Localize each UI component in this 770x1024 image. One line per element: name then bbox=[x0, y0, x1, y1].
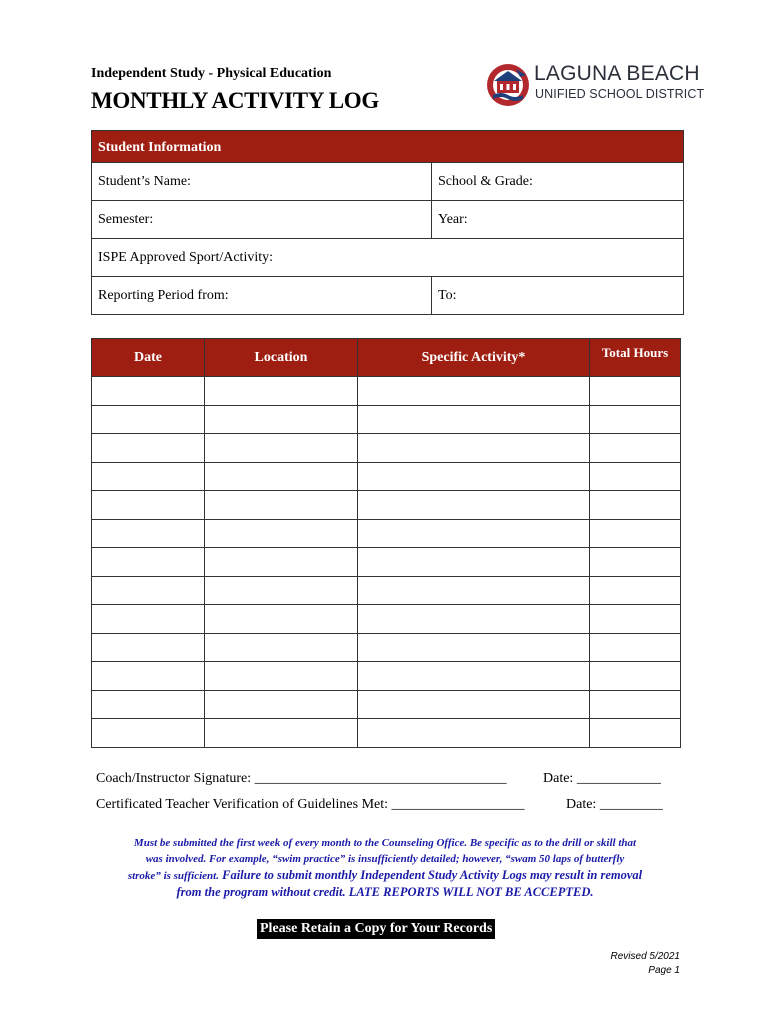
log-cell[interactable] bbox=[92, 633, 205, 662]
log-cell[interactable] bbox=[358, 434, 590, 463]
log-cell[interactable] bbox=[358, 519, 590, 548]
log-cell[interactable] bbox=[92, 519, 205, 548]
log-cell[interactable] bbox=[92, 434, 205, 463]
logo-line1: LAGUNA BEACH bbox=[534, 62, 700, 85]
school-grade-field[interactable]: School & Grade: bbox=[438, 174, 533, 189]
log-cell[interactable] bbox=[358, 462, 590, 491]
column-header-location: Location bbox=[205, 339, 358, 377]
log-cell[interactable] bbox=[205, 462, 358, 491]
notice-line-1: Must be submitted the first week of every month to the Counseling Office. Be specific as to the drill or skill that bbox=[133, 837, 637, 849]
log-header-row bbox=[92, 339, 681, 377]
log-cell[interactable] bbox=[590, 633, 681, 662]
info-row-semester bbox=[92, 201, 683, 239]
log-cell[interactable] bbox=[92, 377, 205, 406]
revision-date: Revised 5/2021 bbox=[610, 951, 680, 962]
log-cell[interactable] bbox=[358, 377, 590, 406]
log-cell[interactable] bbox=[205, 662, 358, 691]
table-row bbox=[92, 662, 681, 691]
notice-line-3a: stroke” is sufficient. bbox=[127, 870, 219, 882]
coach-date-line[interactable]: Date: ____________ bbox=[543, 771, 661, 786]
log-cell[interactable] bbox=[205, 690, 358, 719]
table-row bbox=[92, 548, 681, 577]
column-header-total-hours: Total Hours bbox=[590, 339, 681, 377]
logo-line2: UNIFIED SCHOOL DISTRICT bbox=[535, 87, 705, 101]
table-row bbox=[92, 519, 681, 548]
semester-field[interactable]: Semester: bbox=[92, 201, 432, 238]
log-cell[interactable] bbox=[590, 576, 681, 605]
table-row bbox=[92, 491, 681, 520]
log-cell[interactable] bbox=[92, 576, 205, 605]
log-cell[interactable] bbox=[358, 605, 590, 634]
log-cell[interactable] bbox=[590, 434, 681, 463]
log-cell[interactable] bbox=[590, 462, 681, 491]
page-number: Page 1 bbox=[648, 965, 680, 976]
log-cell[interactable] bbox=[590, 662, 681, 691]
log-cell[interactable] bbox=[590, 719, 681, 748]
activity-log-table bbox=[91, 338, 681, 748]
log-cell[interactable] bbox=[205, 633, 358, 662]
teacher-verification-line[interactable]: Certificated Teacher Verification of Guidelines Met: ___________________ bbox=[96, 797, 525, 812]
log-cell[interactable] bbox=[205, 405, 358, 434]
district-seal-icon bbox=[486, 61, 530, 109]
table-row bbox=[92, 377, 681, 406]
log-cell[interactable] bbox=[92, 605, 205, 634]
student-name-field[interactable]: Student’s Name: bbox=[92, 163, 432, 200]
submission-notice bbox=[95, 835, 675, 900]
info-row-name bbox=[92, 163, 683, 201]
table-row bbox=[92, 576, 681, 605]
log-cell[interactable] bbox=[92, 548, 205, 577]
log-cell[interactable] bbox=[590, 519, 681, 548]
log-cell[interactable] bbox=[92, 462, 205, 491]
log-cell[interactable] bbox=[205, 434, 358, 463]
year-field[interactable]: Year: bbox=[438, 212, 468, 227]
log-cell[interactable] bbox=[92, 405, 205, 434]
log-cell[interactable] bbox=[358, 548, 590, 577]
log-cell[interactable] bbox=[92, 491, 205, 520]
table-row bbox=[92, 462, 681, 491]
log-cell[interactable] bbox=[92, 662, 205, 691]
log-cell[interactable] bbox=[205, 377, 358, 406]
log-cell[interactable] bbox=[205, 519, 358, 548]
coach-signature-line[interactable]: Coach/Instructor Signature: ____________________________________ bbox=[96, 771, 507, 786]
notice-line-3b: Failure to submit monthly Independent Study Activity Logs may result in removal bbox=[218, 868, 643, 882]
form-subtitle: Independent Study - Physical Education bbox=[91, 66, 332, 81]
log-cell[interactable] bbox=[358, 576, 590, 605]
student-info-section bbox=[91, 130, 684, 315]
notice-line-4: from the program without credit. LATE REPORTS WILL NOT BE ACCEPTED. bbox=[176, 885, 594, 899]
period-to-field[interactable]: To: bbox=[438, 288, 457, 303]
table-row bbox=[92, 405, 681, 434]
table-row bbox=[92, 633, 681, 662]
log-cell[interactable] bbox=[205, 548, 358, 577]
log-cell[interactable] bbox=[358, 491, 590, 520]
log-cell[interactable] bbox=[590, 548, 681, 577]
approved-activity-field[interactable]: ISPE Approved Sport/Activity: bbox=[98, 250, 273, 265]
teacher-date-line[interactable]: Date: _________ bbox=[566, 797, 663, 812]
log-cell[interactable] bbox=[590, 405, 681, 434]
log-cell[interactable] bbox=[205, 576, 358, 605]
page-title: MONTHLY ACTIVITY LOG bbox=[91, 88, 379, 113]
notice-line-2: was involved. For example, “swim practice” is insufficiently detailed; however, “swam 50 laps of butterfly bbox=[145, 853, 625, 865]
info-row-period bbox=[92, 277, 683, 314]
table-row bbox=[92, 434, 681, 463]
log-table-body bbox=[92, 377, 681, 748]
log-cell[interactable] bbox=[205, 491, 358, 520]
column-header-date: Date bbox=[92, 339, 205, 377]
log-cell[interactable] bbox=[590, 605, 681, 634]
column-header-activity: Specific Activity* bbox=[358, 339, 590, 377]
period-from-field[interactable]: Reporting Period from: bbox=[92, 277, 432, 314]
log-cell[interactable] bbox=[358, 662, 590, 691]
log-cell[interactable] bbox=[205, 719, 358, 748]
info-row-activity bbox=[92, 239, 683, 277]
log-cell[interactable] bbox=[358, 405, 590, 434]
log-cell[interactable] bbox=[590, 491, 681, 520]
log-cell[interactable] bbox=[92, 690, 205, 719]
log-cell[interactable] bbox=[590, 377, 681, 406]
student-info-heading: Student Information bbox=[92, 131, 683, 163]
log-cell[interactable] bbox=[358, 690, 590, 719]
table-row bbox=[92, 719, 681, 748]
log-cell[interactable] bbox=[590, 690, 681, 719]
log-cell[interactable] bbox=[92, 719, 205, 748]
log-cell[interactable] bbox=[205, 605, 358, 634]
log-cell[interactable] bbox=[358, 633, 590, 662]
retain-copy-banner: Please Retain a Copy for Your Records bbox=[257, 919, 495, 939]
notice-line-3 bbox=[95, 867, 675, 884]
district-logo bbox=[486, 60, 705, 110]
table-row bbox=[92, 605, 681, 634]
table-row bbox=[92, 690, 681, 719]
log-cell[interactable] bbox=[358, 719, 590, 748]
